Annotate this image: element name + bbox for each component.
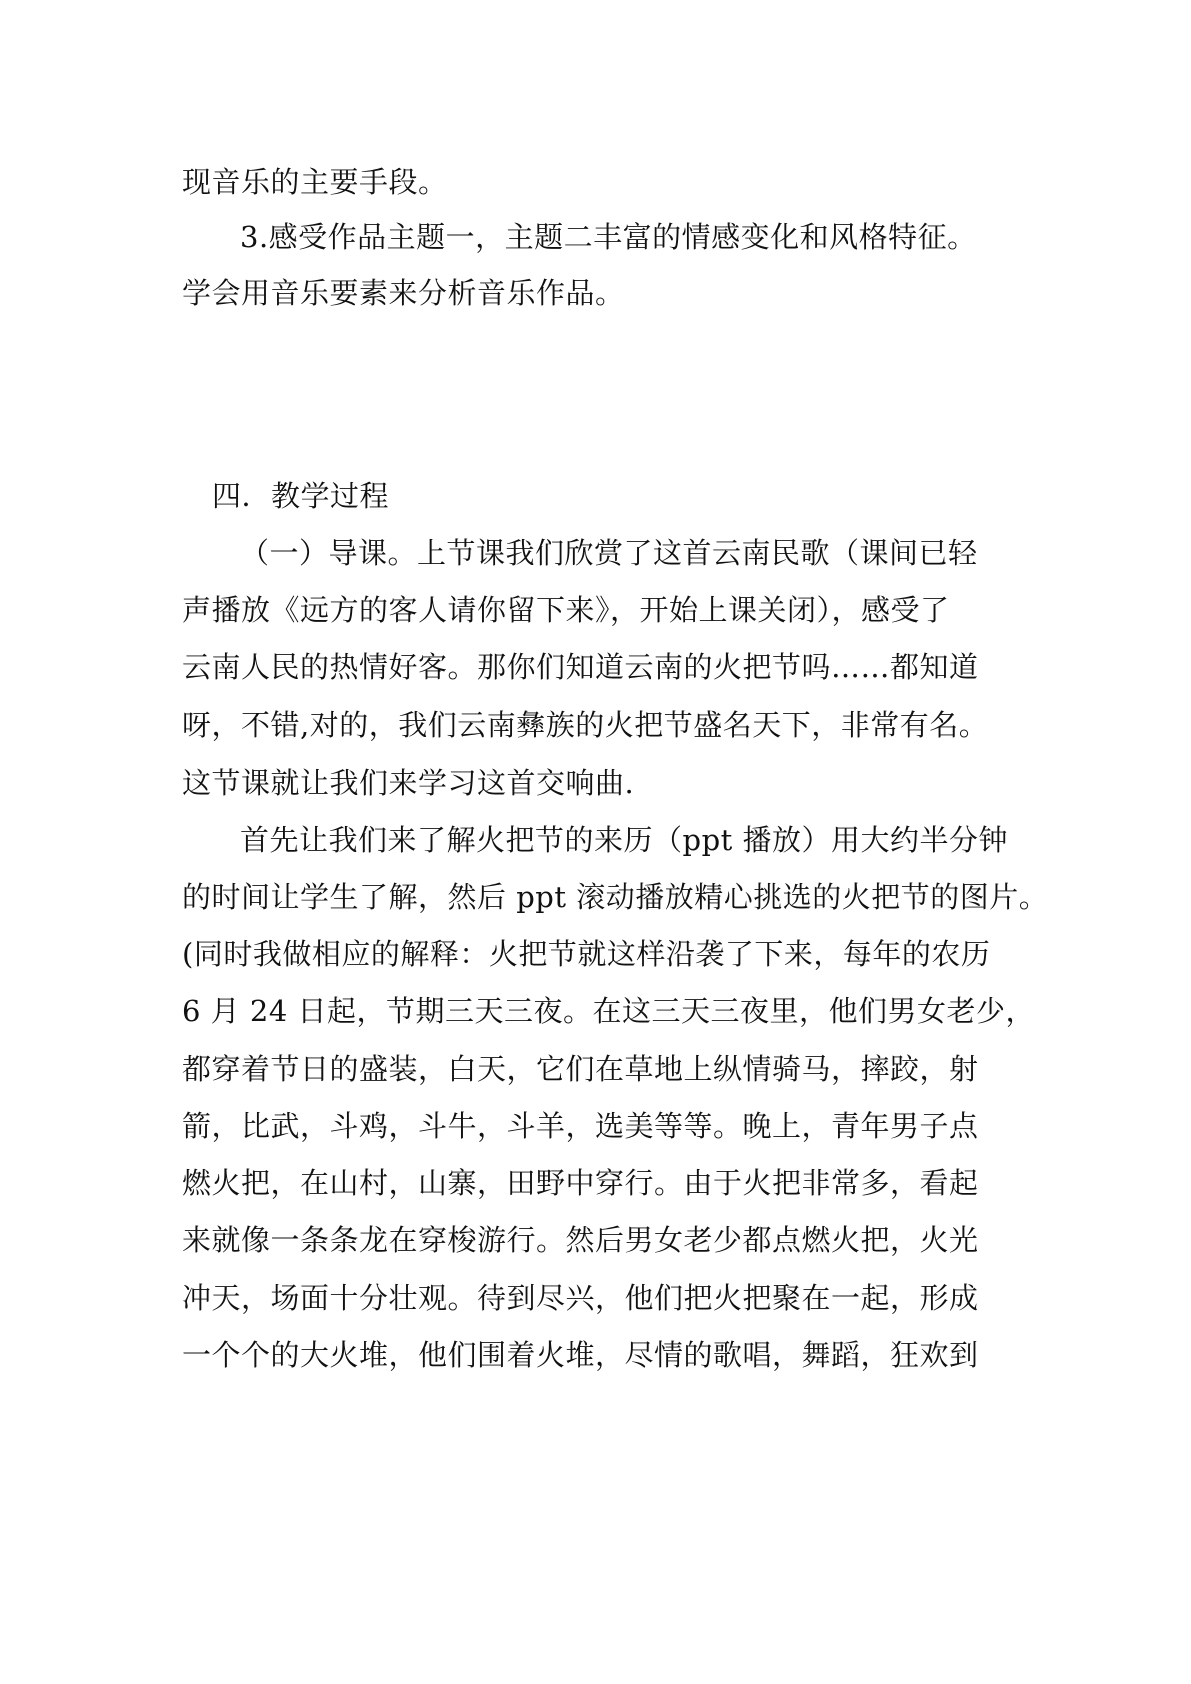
text-line-3: 学会用音乐要素来分析音乐作品。 (182, 276, 625, 310)
paragraph-history-line-2: 的时间让学生了解，然后 ppt 滚动播放精心挑选的火把节的图片。 (182, 880, 1049, 914)
paragraph-intro-line-3: 云南人民的热情好客。那你们知道云南的火把节吗……都知道 (182, 650, 979, 684)
paragraph-history-line-9: 冲天，场面十分壮观。待到尽兴，他们把火把聚在一起，形成 (182, 1281, 979, 1315)
paragraph-intro-line-1: （一）导课。上节课我们欣赏了这首云南民歌（课间已轻 (240, 536, 978, 570)
section-heading-teaching-process: 四．教学过程 (212, 479, 390, 513)
paragraph-intro-line-4: 呀，不错,对的，我们云南彝族的火把节盛名天下，非常有名。 (182, 708, 989, 742)
paragraph-history-line-1: 首先让我们来了解火把节的来历（ppt 播放）用大约半分钟 (240, 823, 1009, 857)
paragraph-history-line-3: (同时我做相应的解释：火把节就这样沿袭了下来，每年的农历 (182, 937, 991, 971)
paragraph-history-line-4: 6 月 24 日起，节期三天三夜。在这三天三夜里，他们男女老少， (182, 994, 1036, 1028)
paragraph-history-line-5: 都穿着节日的盛装，白天，它们在草地上纵情骑马，摔跤，射 (182, 1052, 979, 1086)
paragraph-intro-line-2: 声播放《远方的客人请你留下来》，开始上课关闭），感受了 (182, 593, 950, 627)
paragraph-history-line-10: 一个个的大火堆，他们围着火堆，尽情的歌唱，舞蹈，狂欢到 (182, 1338, 979, 1372)
paragraph-history-line-8: 来就像一条条龙在穿梭游行。然后男女老少都点燃火把，火光 (182, 1223, 979, 1257)
paragraph-intro-line-5: 这节课就让我们来学习这首交响曲. (182, 766, 635, 800)
paragraph-history-line-6: 箭，比武，斗鸡，斗牛，斗羊，选美等等。晚上，青年男子点 (182, 1109, 979, 1143)
text-line-1: 现音乐的主要手段。 (182, 165, 448, 199)
objective-3-line: 3.感受作品主题一，主题二丰富的情感变化和风格特征。 (240, 220, 977, 254)
paragraph-history-line-7: 燃火把，在山村，山寨，田野中穿行。由于火把非常多，看起 (182, 1166, 979, 1200)
